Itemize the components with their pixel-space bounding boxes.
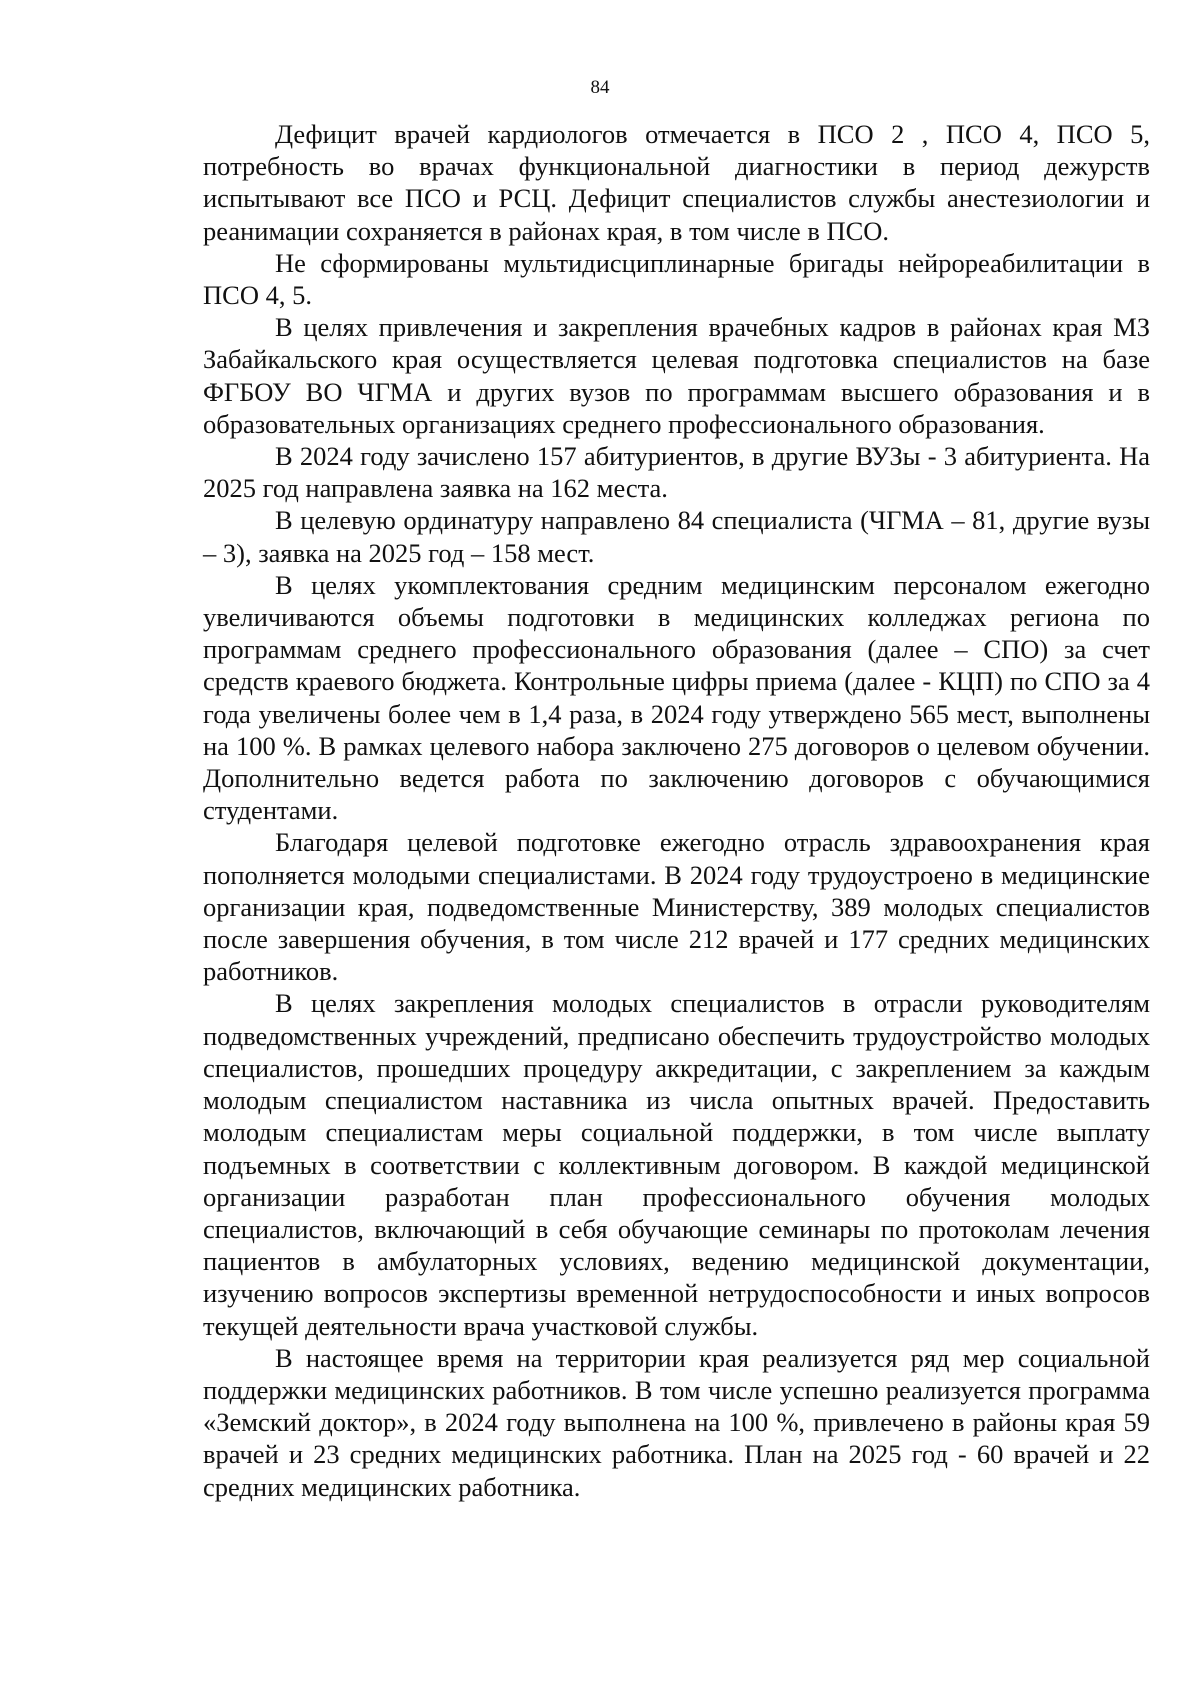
document-body [203,118,1150,1503]
paragraph-nursing-staff: В целях укомплектования средним медицинским персоналом ежегодно увеличиваются объемы подготовки в медицинских колледжах региона по программам среднего профессионального образования (далее – СПО) за счет средств краевого бюджета. Контрольные цифры приема (далее - КЦП) по СПО за 4 года увеличены более чем в 1,4 раза, в 2024 году утверждено 565 мест, выполнены на 100 %. В рамках целевого набора заключено 275 договоров о целевом обучении. Дополнительно ведется работа по заключению договоров с обучающимися студентами. [203,569,1150,826]
page-number: 84 [590,77,610,98]
paragraph-targeted-training: В целях привлечения и закрепления врачебных кадров в районах края МЗ Забайкальского края осуществляется целевая подготовка специалистов на базе ФГБОУ ВО ЧГМА и других вузов по программам высшего образования и в образовательных организациях среднего профессионального образования. [203,312,1150,439]
paragraph-residency: В целевую ординатуру направлено 84 специалиста (ЧГМА – 81, другие вузы – 3), заявка на 2025 год – 158 мест. [203,505,1150,568]
paragraph-young-specialists-employed: Благодаря целевой подготовке ежегодно отрасль здравоохранения края пополняется молодыми специалистами. В 2024 году трудоустроено в медицинские организации края, подведомственные Министерству, 389 молодых специалистов после завершения обучения, в том числе 212 врачей и 177 средних медицинских работников. [203,827,1150,987]
paragraph-zemsky-doctor: В настоящее время на территории края реализуется ряд мер социальной поддержки медицинских работников. В том числе успешно реализуется программа «Земский доктор», в 2024 году выполнена на 100 %, привлечено в районы края 59 врачей и 23 средних медицинских работника. План на 2025 год - 60 врачей и 22 средних медицинских работника. [203,1342,1150,1502]
paragraph-cardiologist-deficit: Дефицит врачей кардиологов отмечается в ПСО 2 , ПСО 4, ПСО 5, потребность во врачах функциональной диагностики в период дежурств испытывают все ПСО и РСЦ. Дефицит специалистов службы анестезиологии и реанимации сохраняется в районах края, в том числе в ПСО. [203,119,1150,246]
paragraph-retention-measures: В целях закрепления молодых специалистов в отрасли руководителям подведомственных учреждений, предписано обеспечить трудоустройство молодых специалистов, прошедших процедуру аккредитации, с закреплением за каждым молодым специалистом наставника из числа опытных врачей. Предоставить молодым специалистам меры социальной поддержки, в том числе выплату подъемных в соответствии с коллективным договором. В каждой медицинской организации разработан план профессионального обучения молодых специалистов, включающий в себя обучающие семинары по протоколам лечения пациентов в амбулаторных условиях, ведению медицинской документации, изучению вопросов экспертизы временной нетрудоспособности и иных вопросов текущей деятельности врача участковой службы. [203,988,1150,1341]
paragraph-neurorehabilitation-teams: Не сформированы мультидисциплинарные бригады нейрореабилитации в ПСО 4, 5. [203,247,1150,311]
paragraph-2024-enrollment: В 2024 году зачислено 157 абитуриентов, в другие ВУЗы - 3 абитуриента. На 2025 год направлена заявка на 162 места. [203,441,1150,504]
